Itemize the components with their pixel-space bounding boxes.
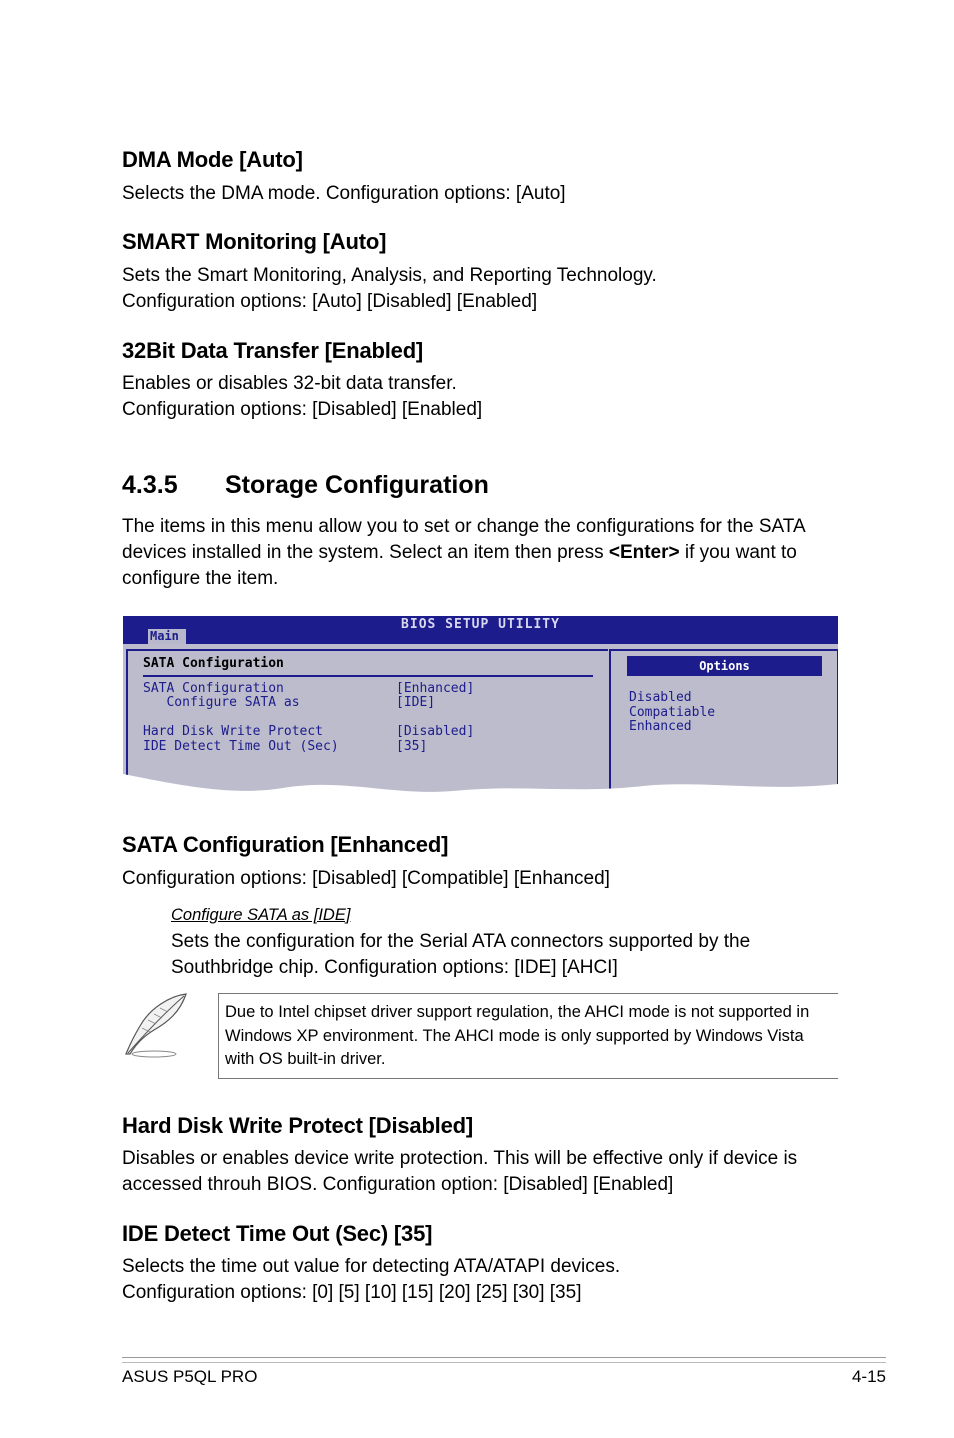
option-compatiable[interactable]: Compatiable bbox=[629, 705, 716, 720]
note-top-rule bbox=[218, 993, 838, 994]
write-protect-heading: Hard Disk Write Protect [Disabled] bbox=[122, 1113, 473, 1138]
bios-value-write-protect: [Disabled] bbox=[396, 724, 475, 739]
bios-divider bbox=[143, 675, 593, 677]
bios-value-sata-config: [Enhanced] bbox=[396, 681, 475, 696]
dma-mode-description: Selects the DMA mode. Configuration options: [Auto] bbox=[122, 183, 566, 204]
dma-mode-heading: DMA Mode [Auto] bbox=[122, 147, 303, 172]
data-transfer-heading: 32Bit Data Transfer [Enabled] bbox=[122, 338, 424, 363]
configure-sata-description: Sets the configuration for the Serial ATA connectors supported by the Southbridge chip. Configuration options: [IDE] [AHCI] bbox=[171, 931, 751, 978]
ide-timeout-heading: IDE Detect Time Out (Sec) [35] bbox=[122, 1221, 433, 1246]
option-enhanced[interactable]: Enhanced bbox=[629, 719, 692, 734]
bios-value-configure-sata: [IDE] bbox=[396, 695, 436, 710]
tab-main[interactable]: Main bbox=[148, 629, 186, 644]
footer-product: ASUS P5QL PRO bbox=[122, 1367, 258, 1386]
bios-title: BIOS SETUP UTILITY bbox=[401, 617, 560, 632]
ide-timeout-description: Selects the time out value for detecting ATA/ATAPI devices. Configuration options: [0] [5] [10] [15] [20] [25] [30] [35] bbox=[122, 1256, 621, 1303]
enter-key: <Enter> bbox=[608, 542, 680, 563]
note-text: Due to Intel chipset driver support regulation, the AHCI mode is not supported in Windows XP environment. The AHCI mode is only supported by Windows Vista with OS built-in driver. bbox=[225, 1003, 810, 1068]
bios-item-configure-sata[interactable]: Configure SATA as bbox=[143, 695, 300, 710]
footer-page-number: 4-15 bbox=[851, 1367, 886, 1386]
sata-config-description: Configuration options: [Disabled] [Compatible] [Enhanced] bbox=[122, 868, 610, 889]
bios-value-ide-timeout: [35] bbox=[396, 739, 428, 754]
note-bottom-rule bbox=[218, 1078, 838, 1079]
torn-edge bbox=[123, 766, 838, 806]
configure-sata-subheading: Configure SATA as [IDE] bbox=[171, 906, 351, 924]
bios-item-ide-timeout[interactable]: IDE Detect Time Out (Sec) bbox=[143, 739, 339, 754]
option-disabled[interactable]: Disabled bbox=[629, 690, 692, 705]
section-number: 4.3.5 bbox=[122, 471, 178, 499]
bios-title-bar bbox=[123, 616, 838, 644]
storage-intro: The items in this menu allow you to set or change the configurations for the SATA devices installed in the system. Select an item then press <Enter> if you want to configure the item. bbox=[122, 516, 806, 589]
bios-panel-title: SATA Configuration bbox=[143, 656, 284, 671]
bios-screenshot bbox=[123, 616, 838, 806]
sata-config-heading: SATA Configuration [Enhanced] bbox=[122, 832, 449, 857]
note-left-rule bbox=[218, 993, 219, 1079]
bios-item-write-protect[interactable]: Hard Disk Write Protect bbox=[143, 724, 324, 739]
smart-monitoring-description: Sets the Smart Monitoring, Analysis, and Reporting Technology. Configuration options: [Auto] [Disabled] [Enabled] bbox=[122, 265, 657, 312]
smart-monitoring-heading: SMART Monitoring [Auto] bbox=[122, 229, 387, 254]
feather-pen-icon bbox=[120, 990, 192, 1058]
bios-item-sata-config[interactable]: SATA Configuration bbox=[143, 681, 284, 696]
data-transfer-description: Enables or disables 32-bit data transfer. Configuration options: [Disabled] [Enabled] bbox=[122, 373, 483, 420]
options-header: Options bbox=[627, 656, 822, 676]
section-title: Storage Configuration bbox=[225, 471, 489, 499]
write-protect-description: Disables or enables device write protection. This will be effective only if device is accessed throuh BIOS. Configuration option: [Disabled] [Enabled] bbox=[122, 1148, 798, 1195]
footer-rule bbox=[122, 1357, 886, 1363]
